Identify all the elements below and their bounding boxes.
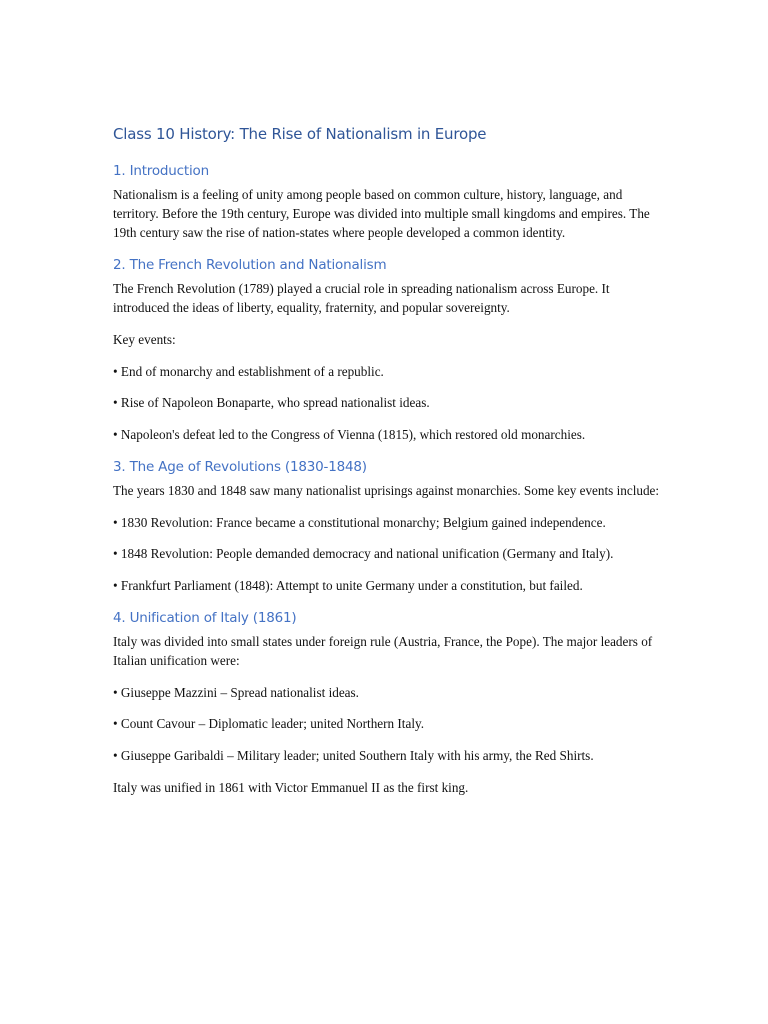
document-title: Class 10 History: The Rise of Nationalism in Europe [113,125,487,143]
bullet-item: • Napoleon's defeat led to the Congress of Vienna (1815), which restored old monarchies. [113,427,586,443]
paragraph: The years 1830 and 1848 saw many nationalist uprisings against monarchies. Some key events include: [113,482,660,498]
section-introduction [113,161,661,243]
document-body [113,123,661,809]
bullet-item: • Count Cavour – Diplomatic leader; united Northern Italy. [113,716,425,732]
bullet-item: • Giuseppe Mazzini – Spread nationalist ideas. [113,684,359,700]
bullet-item: • End of monarchy and establishment of a republic. [113,363,384,379]
bullet-item: • Frankfurt Parliament (1848): Attempt to unite Germany under a constitution, but failed. [113,577,583,593]
section-heading: 2. The French Revolution and Nationalism [113,257,387,274]
paragraph: Key events: [113,332,176,348]
bullet-item: • Rise of Napoleon Bonaparte, who spread nationalist ideas. [113,395,430,411]
section-unification-of-italy [113,608,661,797]
section-heading: 4. Unification of Italy (1861) [113,609,297,626]
section-french-revolution [113,255,661,444]
paragraph: Italy was divided into small states under foreign rule (Austria, France, the Pope). The major leaders of Italian unification were: [113,633,653,668]
paragraph: Italy was unified in 1861 with Victor Emmanuel II as the first king. [113,779,469,795]
bullet-item: • 1830 Revolution: France became a constitutional monarchy; Belgium gained independence. [113,514,606,530]
section-heading: 1. Introduction [113,163,209,179]
bullet-item: • Giuseppe Garibaldi – Military leader; united Southern Italy with his army, the Red Shirts. [113,747,594,763]
section-heading: 3. The Age of Revolutions (1830-1848) [113,458,367,475]
paragraph: Nationalism is a feeling of unity among people based on common culture, history, language, and territory. Before the 19th century, Europe was divided into multiple small kingdoms and empires. The 19th century saw the rise of nation-states where people developed a common identity. [113,187,650,241]
bullet-item: • 1848 Revolution: People demanded democracy and national unification (Germany and Italy). [113,546,614,562]
section-age-of-revolutions [113,457,661,595]
paragraph: The French Revolution (1789) played a crucial role in spreading nationalism across Europe. It introduced the ideas of liberty, equality, fraternity, and popular sovereignty. [113,281,610,316]
